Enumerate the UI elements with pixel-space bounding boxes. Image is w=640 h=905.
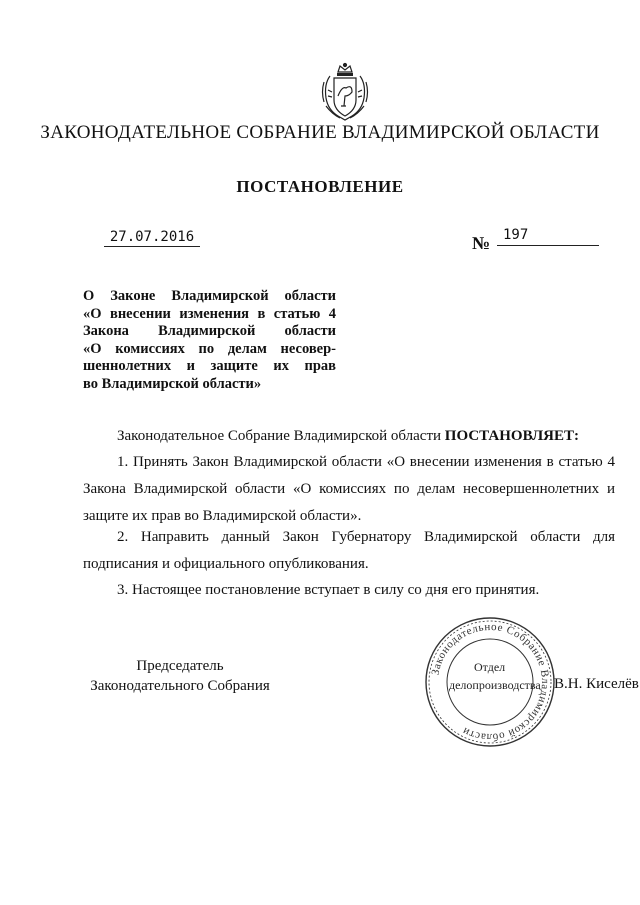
resolution-item-1: 1. Принять Закон Владимирской области «О внесении изменения в статью 4 Закона Владимирской области «О комиссиях по делам несовершеннолетних и защите их прав во Владимирской области». <box>83 454 615 524</box>
document-number: 197 <box>497 227 599 246</box>
coat-of-arms-icon <box>318 62 372 124</box>
resolution-item-3: 3. Настоящее постановление вступает в силу со дня его принятия. <box>117 582 540 598</box>
subject-line: «О комиссиях по делам несовер- <box>83 340 336 357</box>
assembly-name: ЗАКОНОДАТЕЛЬНОЕ СОБРАНИЕ ВЛАДИМИРСКОЙ ОБЛАСТИ <box>40 122 600 143</box>
subject-line: «О внесении изменения в статью 4 <box>83 305 336 322</box>
document-title: ПОСТАНОВЛЕНИЕ <box>236 177 404 196</box>
subject-line: шеннолетних и защите их прав <box>83 358 336 374</box>
subject-line: во Владимирской области» <box>83 375 262 392</box>
subject-line: Закона Владимирской области <box>83 323 336 339</box>
position-line: Законодательного Собрания <box>90 678 270 694</box>
resolution-intro <box>83 423 615 450</box>
resolution-item-2: 2. Направить данный Закон Губернатору Владимирской области для подписания и официального опубликования. <box>83 529 615 572</box>
stamp-inner-line: Отдел <box>474 660 506 674</box>
stamp-ring-text: Законодательное Собрание Владимирской области <box>429 620 552 744</box>
number-sign: № <box>472 233 491 253</box>
subject-line: О Законе Владимирской области <box>83 288 336 304</box>
document-subject <box>83 288 336 393</box>
stamp-inner-line: делопроизводства <box>449 678 541 692</box>
intro-resolves: ПОСТАНОВЛЯЕТ: <box>444 428 580 444</box>
intro-text: Законодательное Собрание Владимирской области <box>117 428 445 444</box>
signatory-position <box>60 656 300 696</box>
document-date: 27.07.2016 <box>104 229 200 247</box>
signer-name: В.Н. Киселёв <box>554 676 639 692</box>
position-line: Председатель <box>136 658 224 674</box>
